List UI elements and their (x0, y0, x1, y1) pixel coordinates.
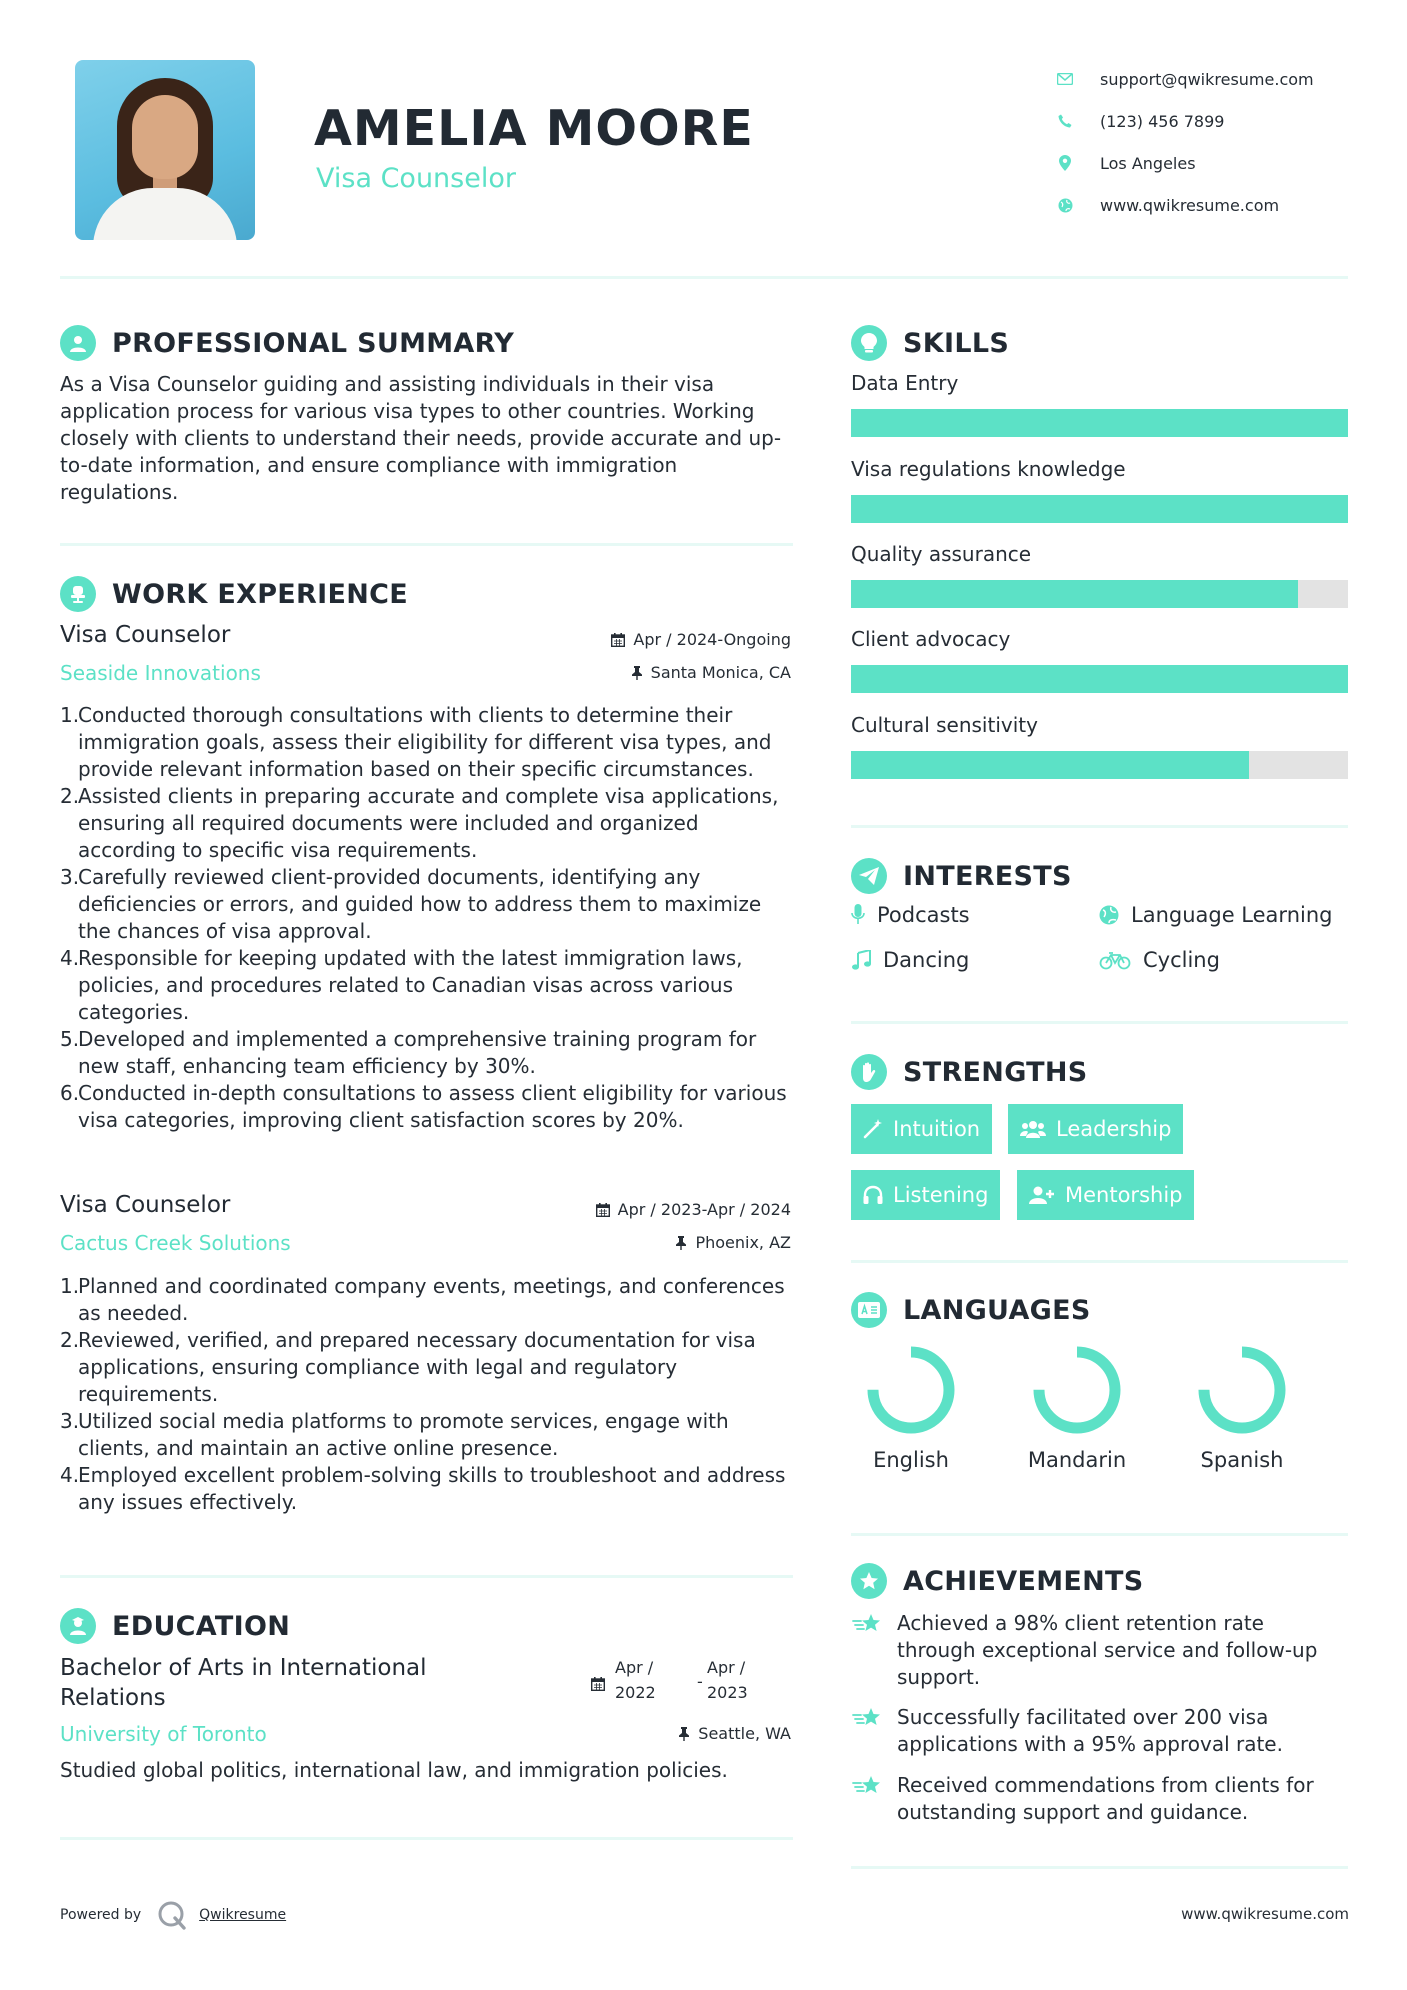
job-1-company: Seaside Innovations (60, 661, 261, 685)
pushpin-icon (631, 666, 643, 680)
users-icon (1020, 1119, 1046, 1139)
microphone-icon (851, 904, 865, 926)
profile-photo (75, 60, 255, 240)
shooting-star-icon (851, 1704, 885, 1758)
list-item: 3. Carefully reviewed client-provided documents, identifying any deficiencies or errors, and guided how to address them to maximize the chances of visa approval. (60, 865, 762, 943)
education-date-separator: - (697, 1672, 703, 1691)
strengths-heading: STRENGTHS (903, 1056, 1088, 1088)
calendar-icon (591, 1676, 605, 1695)
office-chair-icon (60, 576, 96, 612)
list-item: 1. Conducted thorough consultations with clients to determine their immigration goals, assess their eligibility for different visa types, and provide relevant information based on their specific circumstances. (60, 703, 772, 781)
list-item: 2. Reviewed, verified, and prepared necessary documentation for visa applications, ensuring compliance with legal and regulatory requirements. (60, 1328, 756, 1406)
strength-chip-listening (851, 1170, 1000, 1220)
education-start-date (615, 1655, 656, 1705)
job-1-date-text: Apr / 2024-Ongoing (633, 630, 791, 649)
job-1-title: Visa Counselor (60, 622, 231, 648)
job-1-location-text: Santa Monica, CA (650, 663, 791, 682)
shooting-star-icon (851, 1772, 885, 1826)
interests-heading: INTERESTS (903, 860, 1072, 892)
footer-powered-by (60, 1900, 286, 1930)
contact-email[interactable] (1055, 58, 1314, 100)
skill-3-bar (851, 580, 1348, 608)
interest-label: Dancing (883, 948, 970, 972)
education-heading: EDUCATION (112, 1610, 291, 1642)
shooting-star-icon (851, 1610, 885, 1691)
calendar-icon (611, 633, 625, 647)
list-item: 4. Employed excellent problem-solving skills to troubleshoot and address any issues effectively. (60, 1463, 786, 1514)
bicycle-icon (1099, 950, 1131, 970)
contact-email-text: support@qwikresume.com (1100, 69, 1314, 89)
achievement-text: Received commendations from clients for outstanding support and guidance. (897, 1773, 1314, 1824)
contact-website[interactable] (1055, 184, 1314, 226)
contact-location (1055, 142, 1314, 184)
strength-label: Leadership (1056, 1117, 1172, 1141)
skill-2-label: Visa regulations knowledge (851, 457, 1126, 481)
summary-divider (60, 543, 793, 546)
location-pin-icon (1055, 153, 1075, 173)
summary-section-header (60, 325, 514, 361)
interest-label: Cycling (1143, 948, 1220, 972)
languages-section-header (851, 1292, 1091, 1328)
skill-bar-fill (851, 409, 1348, 437)
education-end-year: 2023 (707, 1683, 748, 1702)
language-ring (865, 1344, 957, 1436)
music-note-icon (851, 950, 871, 970)
list-item: 4. Responsible for keeping updated with the latest immigration laws, policies, and procedures related to Canadian visas across various categories. (60, 946, 743, 1024)
strength-label: Mentorship (1065, 1183, 1183, 1207)
summary-heading: PROFESSIONAL SUMMARY (112, 327, 515, 359)
strengths-divider (851, 1260, 1348, 1263)
qwikresume-link[interactable]: Qwikresume (199, 1907, 287, 1923)
contact-location-text: Los Angeles (1100, 153, 1196, 173)
education-section-header (60, 1608, 290, 1644)
skills-divider (851, 825, 1348, 828)
headphones-icon (863, 1185, 883, 1205)
contact-list (1055, 58, 1314, 226)
user-plus-icon (1029, 1185, 1055, 1205)
language-ring (1031, 1344, 1123, 1436)
achievement-item (851, 1772, 1348, 1826)
language-label: Mandarin (1027, 1448, 1127, 1472)
work-heading: WORK EXPERIENCE (112, 578, 408, 610)
job-2-bullets (60, 1273, 800, 1516)
strength-label: Listening (893, 1183, 989, 1207)
job-2-company: Cactus Creek Solutions (60, 1231, 291, 1255)
interests-divider (851, 1021, 1348, 1024)
achievements-divider (851, 1866, 1348, 1869)
language-label: English (873, 1448, 949, 1472)
calendar-icon (596, 1203, 610, 1217)
skill-bar-fill (851, 665, 1348, 693)
paper-plane-icon (851, 858, 887, 894)
list-item: 5. Developed and implemented a comprehensive training program for new staff, enhancing team efficiency by 30%. (60, 1027, 757, 1078)
user-icon (60, 325, 96, 361)
hand-icon (851, 1054, 887, 1090)
skill-bar-fill (851, 751, 1249, 779)
skill-4-bar (851, 665, 1348, 693)
list-item: 2. Assisted clients in preparing accurate and complete visa applications, ensuring all required documents were included and organized according to specific visa requirements. (60, 784, 779, 862)
language-ring (1196, 1344, 1288, 1436)
skill-4-label: Client advocacy (851, 627, 1011, 651)
job-1-bullets (60, 702, 800, 1134)
achievement-text: Achieved a 98% client retention rate through exceptional service and follow-up support. (897, 1611, 1318, 1689)
contact-website-text: www.qwikresume.com (1100, 195, 1280, 215)
skill-1-bar (851, 409, 1348, 437)
language-english (846, 1344, 976, 1472)
language-mandarin (1012, 1344, 1142, 1472)
pushpin-icon (675, 1236, 687, 1250)
list-item: 6. Conducted in-depth consultations to assess client eligibility for various visa categories, improving client satisfaction scores by 20%. (60, 1081, 787, 1132)
phone-icon (1055, 111, 1075, 131)
achievement-text: Successfully facilitated over 200 visa applications with a 95% approval rate. (897, 1705, 1283, 1756)
strengths-section-header (851, 1054, 1088, 1090)
powered-by-text: Powered by (60, 1907, 142, 1923)
education-end-month: Apr / (707, 1658, 746, 1677)
strength-label: Intuition (893, 1117, 981, 1141)
language-card-icon (851, 1292, 887, 1328)
globe-icon (1055, 195, 1075, 215)
education-divider (60, 1837, 793, 1840)
language-label: Spanish (1200, 1448, 1284, 1472)
header-divider (60, 276, 1348, 279)
education-degree: Bachelor of Arts in International Relations (60, 1655, 427, 1711)
list-item: 1. Planned and coordinated company events, meetings, and conferences as needed. (60, 1274, 785, 1325)
education-start-month: Apr / (615, 1658, 654, 1677)
qwikresume-logo-icon (157, 1900, 187, 1930)
job-2-date (596, 1200, 791, 1219)
job-1-location (631, 663, 791, 682)
skill-3-label: Quality assurance (851, 542, 1032, 566)
lightbulb-icon (851, 325, 887, 361)
achievements-section-header (851, 1563, 1144, 1599)
email-icon (1055, 69, 1075, 89)
achievement-item (851, 1610, 1348, 1691)
language-spanish (1177, 1344, 1307, 1472)
magic-wand-icon (863, 1119, 883, 1139)
footer-url[interactable]: www.qwikresume.com (1181, 1905, 1349, 1923)
job-2-location-text: Phoenix, AZ (695, 1233, 791, 1252)
interest-cycling (1099, 948, 1220, 972)
strength-chip-intuition (851, 1104, 992, 1154)
skill-2-bar (851, 495, 1348, 523)
candidate-title: Visa Counselor (316, 163, 516, 194)
strength-chip-mentorship (1017, 1170, 1194, 1220)
interest-podcasts (851, 903, 970, 927)
candidate-name: AMELIA MOORE (314, 100, 754, 157)
education-start-year: 2022 (615, 1683, 656, 1702)
education-location-text: Seattle, WA (698, 1724, 791, 1743)
achievements-heading: ACHIEVEMENTS (903, 1565, 1144, 1597)
skill-bar-fill (851, 495, 1348, 523)
interest-dancing (851, 948, 969, 972)
interest-language-learning (1099, 903, 1332, 927)
skill-5-bar (851, 751, 1348, 779)
contact-phone-text: (123) 456 7899 (1100, 111, 1225, 131)
job-2-location (675, 1233, 791, 1252)
education-school: University of Toronto (60, 1722, 267, 1746)
achievement-item (851, 1704, 1348, 1758)
star-badge-icon (851, 1563, 887, 1599)
skill-1-label: Data Entry (851, 371, 959, 395)
skills-heading: SKILLS (903, 327, 1010, 359)
job-2-title: Visa Counselor (60, 1192, 231, 1218)
list-item: 3. Utilized social media platforms to promote services, engage with clients, and maintain an active online presence. (60, 1409, 729, 1460)
languages-divider (851, 1533, 1348, 1536)
strength-chip-leadership (1008, 1104, 1183, 1154)
education-end-date (707, 1655, 748, 1705)
interest-label: Language Learning (1131, 903, 1333, 927)
contact-phone[interactable] (1055, 100, 1314, 142)
job-1-date (611, 630, 791, 649)
interests-section-header (851, 858, 1072, 894)
summary-text: As a Visa Counselor guiding and assisting individuals in their visa application process for various visa types to other countries. Working closely with clients to understand their needs, provide accurate and up-to-date information, and ensure compliance with immigration regulations. (60, 372, 782, 504)
job-2-date-text: Apr / 2023-Apr / 2024 (617, 1200, 791, 1219)
skill-bar-fill (851, 580, 1298, 608)
skills-section-header (851, 325, 1009, 361)
work-divider (60, 1575, 793, 1578)
graduate-icon (60, 1608, 96, 1644)
skill-5-label: Cultural sensitivity (851, 713, 1038, 737)
work-section-header (60, 576, 408, 612)
languages-heading: LANGUAGES (903, 1294, 1091, 1326)
pushpin-icon (678, 1727, 690, 1741)
globe-icon (1099, 905, 1119, 925)
education-description: Studied global politics, international law, and immigration policies. (60, 1758, 728, 1782)
education-location (678, 1724, 791, 1743)
interest-label: Podcasts (877, 903, 970, 927)
